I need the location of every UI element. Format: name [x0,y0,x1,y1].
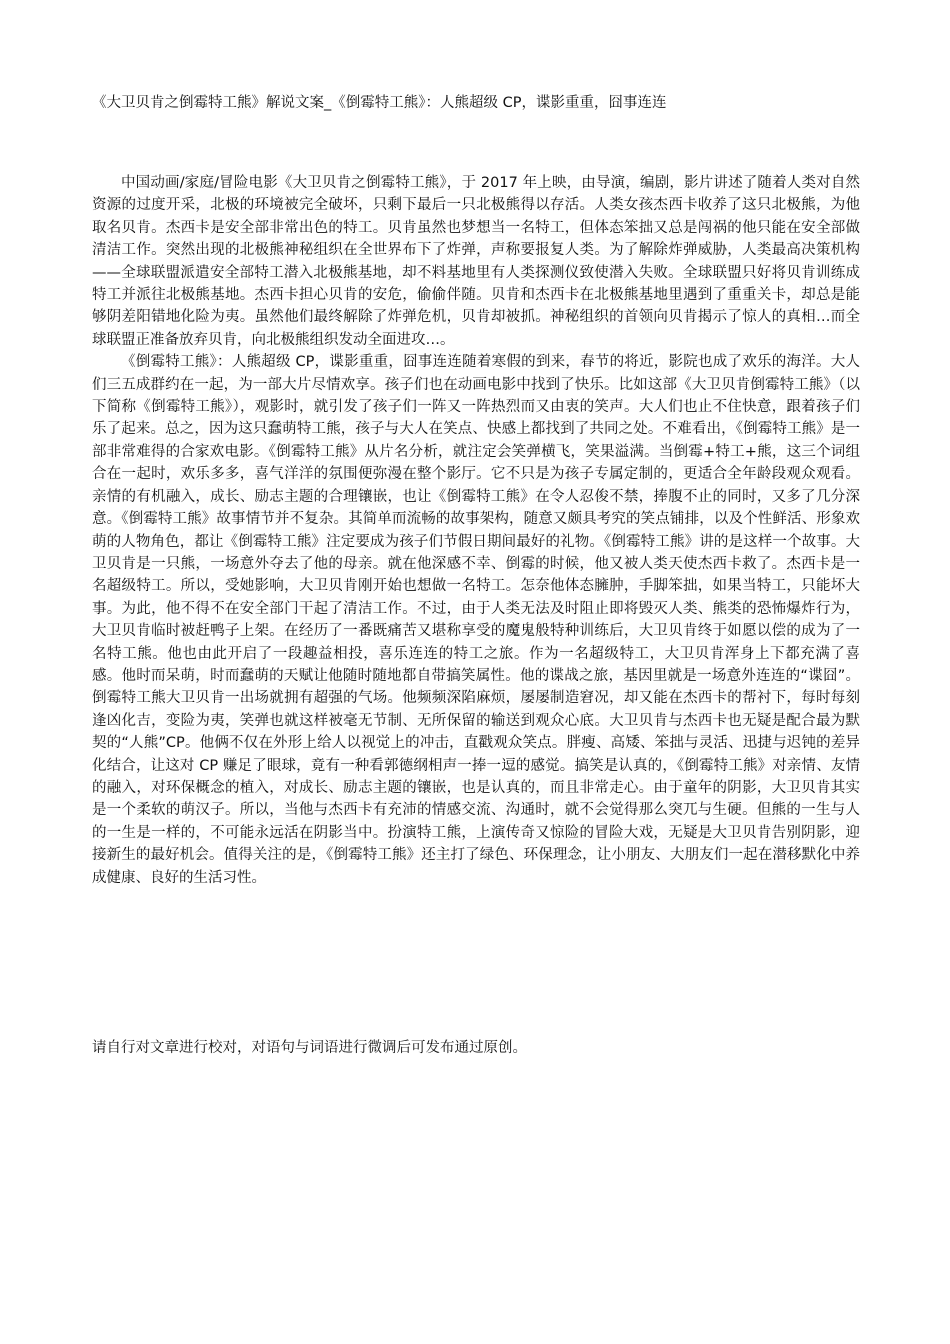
paragraph-synopsis: 中国动画/家庭/冒险电影《大卫贝肯之倒霉特工熊》，于 2017 年上映，由导演，编剧，影片讲述了随着人类对自然资源的过度开采，北极的环境被完全破坏，只剩下最后一只北极熊得以存活。人类女孩杰西卡收养了这只北极熊，为他取名贝肯。杰西卡是安全部非常出色的特工。贝肯虽然也梦想当一名特工，但体态笨拙又总是闯祸的他只能在安全部做清洁工作。突然出现的北极熊神秘组织在全世界布下了炸弹，声称要报复人类。为了解除炸弹威胁，人类最高决策机构——全球联盟派遣安全部特工潜入北极熊基地，却不料基地里有人类探测仪致使潜入失败。全球联盟只好将贝肯训练成特工并派往北极熊基地。杰西卡担心贝肯的安危，偷偷伴随。贝肯和杰西卡在北极熊基地里遇到了重重关卡，却总是能够阴差阳错地化险为夷。虽然他们最终解除了炸弹危机，贝肯却被抓。神秘组织的首领向贝肯揭示了惊人的真相…而全球联盟正准备放弃贝肯，向北极熊组织发动全面进攻…。 [92,175,860,348]
document-body [92,172,860,889]
footer-note: 请自行对文章进行校对，对语句与词语进行微调后可发布通过原创。 [92,1040,527,1056]
document-title: 《大卫贝肯之倒霉特工熊》解说文案_《倒霉特工熊》：人熊超级 CP，谍影重重，囧事连连 [92,95,667,111]
paragraph-review: 《倒霉特工熊》：人熊超级 CP，谍影重重，囧事连连随着寒假的到来，春节的将近，影院也成了欢乐的海洋。大人们三五成群约在一起，为一部大片尽情欢享。孩子们也在动画电影中找到了快乐。比如这部《大卫贝肯倒霉特工熊》（以下简称《倒霉特工熊》），观影时，就引发了孩子们一阵又一阵热烈而又由衷的笑声。大人们也止不住快意，跟着孩子们乐了起来。总之，因为这只蠢萌特工熊，孩子与大人在笑点、快感上都找到了共同之处。不难看出，《倒霉特工熊》是一部非常难得的合家欢电影。《倒霉特工熊》从片名分析，就注定会笑弹横飞，笑果溢满。当倒霉+特工+熊，这三个词组合在一起时，欢乐多多，喜气洋洋的氛围便弥漫在整个影厅。它不只是为孩子专属定制的，更适合全年龄段观众观看。亲情的有机融入，成长、励志主题的合理镶嵌，也让《倒霉特工熊》在令人忍俊不禁，捧腹不止的同时，又多了几分深意。《倒霉特工熊》故事情节并不复杂。其简单而流畅的故事架构，随意又颇具考究的笑点铺排，以及个性鲜活、形象欢萌的人物角色，都让《倒霉特工熊》注定要成为孩子们节假日期间最好的礼物。《倒霉特工熊》讲的是这样一个故事。大卫贝肯是一只熊，一场意外夺去了他的母亲。就在他深感不幸、倒霉的时候，他又被人类天使杰西卡救了。杰西卡是一名超级特工。所以，受她影响，大卫贝肯刚开始也想做一名特工。怎奈他体态臃肿，手脚笨拙，如果当特工，只能坏大事。为此，他不得不在安全部门干起了清洁工作。不过，由于人类无法及时阻止即将毁灭人类、熊类的恐怖爆炸行为，大卫贝肯临时被赶鸭子上架。在经历了一番既痛苦又堪称享受的魔鬼般特种训练后，大卫贝肯终于如愿以偿的成为了一名特工熊。他也由此开启了一段趣益相投，喜乐连连的特工之旅。作为一名超级特工，大卫贝肯浑身上下都充满了喜感。他时而呆萌，时而蠢萌的天赋让他随时随地都自带搞笑属性。他的谍战之旅，基因里就是一场意外连连的“谍囧”。倒霉特工熊大卫贝肯一出场就拥有超强的气场。他频频深陷麻烦，屡屡制造窘况，却又能在杰西卡的帮衬下，每时每刻逢凶化吉，变险为夷，笑弹也就这样被毫无节制、无所保留的输送到观众心底。大卫贝肯与杰西卡也无疑是配合最为默契的“人熊”CP。他俩不仅在外形上给人以视觉上的冲击，直戳观众笑点。胖瘦、高矮、笨拙与灵活、迅捷与迟钝的差异化结合，让这对 CP 赚足了眼球，竟有一种看郭德纲相声一捧一逗的感觉。搞笑是认真的，《倒霉特工熊》对亲情、友情的融入，对环保概念的植入，对成长、励志主题的镶嵌，也是认真的，而且非常走心。由于童年的阴影，大卫贝肯其实是一个柔软的萌汉子。所以，当他与杰西卡有充沛的情感交流、沟通时，就不会觉得那么突兀与生硬。但熊的一生与人的一生是一样的，不可能永远活在阴影当中。扮演特工熊，上演传奇又惊险的冒险大戏，无疑是大卫贝肯告别阴影，迎接新生的最好机会。值得关注的是，《倒霉特工熊》还主打了绿色、环保理念，让小朋友、大朋友们一起在潜移默化中养成健康、良好的生活习性。 [92,354,860,886]
